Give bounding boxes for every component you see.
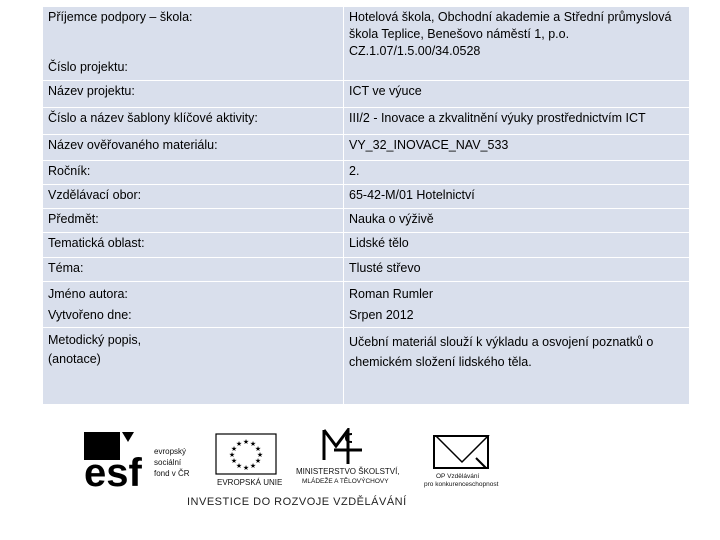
table-row bbox=[43, 209, 690, 233]
recipient-label: Příjemce podpory – škola: bbox=[48, 10, 193, 24]
row-value: III/2 - Inovace a zkvalitnění výuky prostřednictvím ICT bbox=[344, 108, 690, 135]
table-row bbox=[43, 81, 690, 108]
svg-text:★: ★ bbox=[249, 462, 257, 470]
annotation-value: Učební materiál slouží k výkladu a osvojení poznatků o chemickém složení lidského těla. bbox=[349, 335, 654, 369]
row-label bbox=[43, 7, 344, 81]
table-row bbox=[43, 7, 690, 81]
annotation-label-2: (anotace) bbox=[48, 352, 101, 366]
row-label bbox=[43, 328, 344, 405]
eu-label: EVROPSKÁ UNIE bbox=[217, 478, 283, 487]
table-row bbox=[43, 258, 690, 282]
row-value bbox=[344, 282, 690, 328]
table-row bbox=[43, 108, 690, 135]
row-value: 65-42-M/01 Hotelnictví bbox=[344, 185, 690, 209]
row-value bbox=[344, 7, 690, 81]
row-label: Ročník: bbox=[43, 161, 344, 185]
msmt-logo bbox=[296, 430, 400, 485]
svg-text:★: ★ bbox=[230, 457, 238, 465]
author-value: Roman Rumler bbox=[349, 287, 434, 301]
svg-text:★: ★ bbox=[254, 457, 262, 465]
row-label: Název projektu: bbox=[43, 81, 344, 108]
created-label: Vytvořeno dne: bbox=[48, 308, 132, 322]
svg-text:★: ★ bbox=[254, 445, 262, 453]
annotation-label: Metodický popis, bbox=[48, 333, 142, 347]
author-label: Jméno autora: bbox=[48, 287, 128, 301]
svg-text:★: ★ bbox=[256, 451, 264, 459]
table-row bbox=[43, 135, 690, 161]
row-value: Lidské tělo bbox=[344, 233, 690, 258]
eu-flag-logo bbox=[216, 434, 282, 487]
row-label: Název ověřovaného materiálu: bbox=[43, 135, 344, 161]
esf-logo bbox=[84, 432, 190, 495]
table-row bbox=[43, 233, 690, 258]
row-label: Číslo a název šablony klíčové aktivity: bbox=[43, 108, 344, 135]
svg-text:★: ★ bbox=[235, 462, 243, 470]
project-number-value: CZ.1.07/1.5.00/34.0528 bbox=[349, 44, 481, 58]
row-label: Tematická oblast: bbox=[43, 233, 344, 258]
svg-text:★: ★ bbox=[242, 438, 250, 446]
row-value: ICT ve výuce bbox=[344, 81, 690, 108]
created-value: Srpen 2012 bbox=[349, 308, 414, 322]
row-label: Vzdělávací obor: bbox=[43, 185, 344, 209]
op-logo bbox=[424, 436, 499, 488]
project-info-table bbox=[42, 6, 690, 405]
row-value: VY_32_INOVACE_NAV_533 bbox=[344, 135, 690, 161]
recipient-value: Hotelová škola, Obchodní akademie a Střední průmyslová škola Teplice, Benešovo náměstí 1, p.o. bbox=[349, 10, 672, 41]
op-label-1: OP Vzdělávání bbox=[436, 473, 480, 480]
row-label: Téma: bbox=[43, 258, 344, 282]
row-label bbox=[43, 282, 344, 328]
esf-text-3: fond v ČR bbox=[154, 469, 190, 478]
op-label-2: pro konkurenceschopnost bbox=[424, 481, 499, 488]
row-value bbox=[344, 328, 690, 405]
svg-text:★: ★ bbox=[235, 440, 243, 448]
table-row bbox=[43, 161, 690, 185]
row-value: 2. bbox=[344, 161, 690, 185]
row-label: Předmět: bbox=[43, 209, 344, 233]
table-row bbox=[43, 328, 690, 405]
table-row bbox=[43, 282, 690, 328]
svg-text:★: ★ bbox=[230, 445, 238, 453]
msmt-label-2: MLÁDEŽE A TĚLOVÝCHOVY bbox=[302, 478, 389, 485]
project-number-label: Číslo projektu: bbox=[48, 60, 128, 74]
msmt-label-1: MINISTERSTVO ŠKOLSTVÍ, bbox=[296, 467, 400, 476]
row-value: Nauka o výživě bbox=[344, 209, 690, 233]
svg-text:★: ★ bbox=[228, 451, 236, 459]
row-value: Tlusté střevo bbox=[344, 258, 690, 282]
logos-caption: INVESTICE DO ROZVOJE VZDĚLÁVÁNÍ bbox=[187, 496, 407, 508]
svg-text:★: ★ bbox=[249, 440, 257, 448]
esf-text-2: sociální bbox=[154, 458, 182, 467]
esf-text-1: evropský bbox=[154, 447, 187, 456]
svg-text:★: ★ bbox=[242, 464, 250, 472]
svg-text:esf: esf bbox=[84, 451, 142, 495]
table-row bbox=[43, 185, 690, 209]
